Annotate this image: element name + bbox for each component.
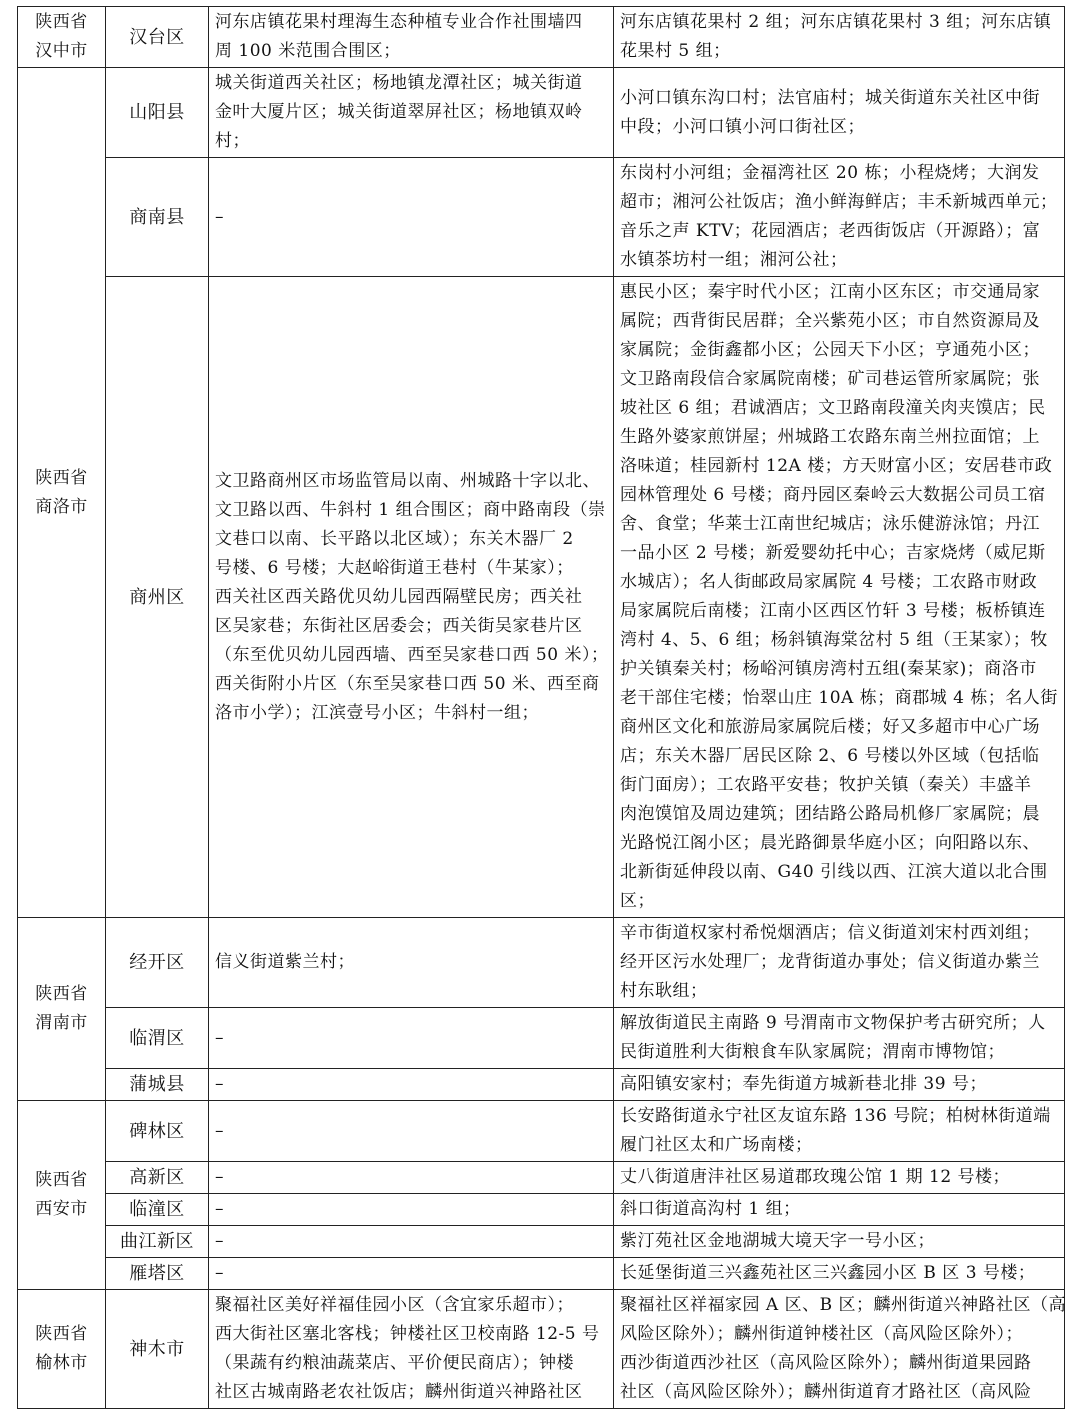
- cell-line: 音乐之声 KTV；花园酒店；老西街饭店（开源路）；富: [620, 221, 1041, 241]
- district-cell: 神木市: [106, 1290, 209, 1409]
- cell-line: 北新街延伸段以南、G40 引线以西、江滨大道以北合围: [620, 862, 1048, 882]
- district-cell: 碑林区: [106, 1101, 209, 1162]
- cell-line: 光路悦江阁小区；晨光路御景华庭小区；向阳路以东、: [620, 833, 1040, 853]
- district-cell: 雁塔区: [106, 1258, 209, 1290]
- mid-risk-cell: [614, 277, 1065, 918]
- district-cell: 商南县: [106, 158, 209, 277]
- mid-risk-cell: [614, 68, 1065, 158]
- cell-line: –: [215, 1074, 224, 1094]
- cell-line: 小河口镇东沟口村；法官庙村；城关街道东关社区中街: [620, 87, 1040, 108]
- cell-line: –: [215, 1199, 224, 1219]
- cell-line: 舍、食堂；华莱士江南世纪城店；泳乐健游泳馆；丹江: [620, 514, 1040, 534]
- mid-risk-cell: [614, 1008, 1065, 1069]
- cell-line: 聚福社区美好祥福佳园小区（含宜家乐超市）；: [215, 1295, 574, 1315]
- province-name: 陕西省: [35, 1170, 88, 1190]
- cell-line: （东至优贝幼儿园西墙、西至吴家巷口西 50 米）；: [215, 644, 609, 665]
- cell-line: 园林管理处 6 号楼；商丹园区秦岭云大数据公司员工宿: [620, 485, 1046, 505]
- cell-line: –: [215, 206, 224, 227]
- cell-line: 商州区文化和旅游局家属院后楼；好又多超市中心广场: [620, 717, 1040, 737]
- cell-line: 文卫路以西、牛斜村 1 组合围区；商中路南段（崇: [215, 499, 606, 520]
- cell-line: 城关街道西关社区；杨地镇龙潭社区；城关街道: [215, 73, 583, 93]
- district-cell: 山阳县: [106, 68, 209, 158]
- cell-line: 局家属院后南楼；江南小区西区竹轩 3 号楼；板桥镇连: [620, 601, 1046, 621]
- mid-risk-cell: [614, 1069, 1065, 1101]
- cell-line: 紫汀苑社区金地湖城大境天字一号小区；: [620, 1231, 935, 1251]
- cell-line: 文巷口以南、长平路以北区域）；东关木器厂 2: [215, 528, 574, 549]
- high-risk-cell: [209, 68, 614, 158]
- cell-line: 家属院；金街鑫都小区；公园天下小区；亨通苑小区；: [620, 340, 1040, 360]
- cell-line: 解放街道民主南路 9 号渭南市文物保护考古研究所；人: [620, 1013, 1046, 1033]
- province-city-cell: [18, 1101, 106, 1290]
- cell-line: 社区（高风险区除外）；麟州街道育才路社区（高风险: [620, 1382, 1032, 1402]
- city-name: 渭南市: [35, 1013, 88, 1033]
- cell-line: –: [215, 1027, 224, 1048]
- mid-risk-cell: [614, 158, 1065, 277]
- province-city-cell: [18, 918, 106, 1101]
- cell-line: 东岗村小河组；金福湾社区 20 栋；小程烧烤；大润发: [620, 163, 1040, 183]
- mid-risk-cell: [614, 1258, 1065, 1290]
- high-risk-cell: [209, 1101, 614, 1162]
- cell-line: 中段；小河口镇小河口街社区；: [620, 116, 865, 137]
- risk-area-table: [17, 6, 1065, 1409]
- high-risk-cell: [209, 1258, 614, 1290]
- cell-line: 金叶大厦片区；城关街道翠屏社区；杨地镇双岭: [215, 102, 583, 122]
- district-cell: 临潼区: [106, 1194, 209, 1226]
- cell-line: 社区古城南路老农社饭店；麟州街道兴神路社区: [215, 1382, 583, 1402]
- cell-line: 生路外婆家煎饼屋；州城路工农路东南兰州拉面馆；上: [620, 427, 1040, 447]
- table-row: [18, 1226, 1065, 1258]
- cell-line: 西关街附小片区（东至吴家巷口西 50 米、西至商: [215, 673, 600, 694]
- province-city-cell: [18, 7, 106, 68]
- table-row: [18, 1069, 1065, 1101]
- cell-line: 店；东关木器厂居民区除 2、6 号楼以外区域（包括临: [620, 746, 1040, 766]
- cell-line: 文卫路商州区市场监管局以南、州城路十字以北、: [215, 470, 600, 491]
- table-row: [18, 1290, 1065, 1409]
- table-row: [18, 158, 1065, 277]
- cell-line: 辛市街道权家村希悦烟酒店；信义街道刘宋村西刘组；: [620, 923, 1040, 943]
- high-risk-cell: [209, 1069, 614, 1101]
- cell-line: 水镇茶坊村一组；湘河公社；: [620, 250, 848, 270]
- province-city-cell: [18, 1290, 106, 1409]
- cell-line: 区；: [620, 891, 655, 911]
- cell-line: 聚福社区祥福家园 A 区、B 区；麟州街道兴神路社区（高: [620, 1295, 1066, 1315]
- table-row: [18, 1162, 1065, 1194]
- cell-line: 河东店镇花果村理海生态种植专业合作社围墙四: [215, 12, 583, 32]
- cell-line: 长安路街道永宁社区友谊东路 136 号院；柏树林街道端: [620, 1106, 1051, 1126]
- mid-risk-cell: [614, 1101, 1065, 1162]
- high-risk-cell: [209, 1008, 614, 1069]
- province-name: 陕西省: [35, 12, 88, 32]
- cell-line: 水城店）；名人街邮政局家属院 4 号楼；工农路市财政: [620, 572, 1038, 592]
- cell-line: 村东耿组；: [620, 981, 708, 1001]
- city-name: 西安市: [35, 1199, 88, 1219]
- cell-line: 湾村 4、5、6 组；杨斜镇海棠岔村 5 组（王某家）；牧: [620, 630, 1048, 650]
- mid-risk-cell: [614, 1290, 1065, 1409]
- cell-line: 长延堡街道三兴鑫苑社区三兴鑫园小区 B 区 3 号楼；: [620, 1263, 1036, 1283]
- cell-line: 信义街道紫兰村；: [215, 952, 355, 972]
- cell-line: 河东店镇花果村 2 组；河东店镇花果村 3 组；河东店镇: [620, 12, 1052, 32]
- cell-line: 花果村 5 组；: [620, 41, 731, 61]
- district-cell: 蒲城县: [106, 1069, 209, 1101]
- cell-line: –: [215, 1263, 224, 1283]
- table-row: [18, 1008, 1065, 1069]
- province-city-cell: [18, 68, 106, 918]
- cell-line: 属院；西背街民居群；全兴紫苑小区；市自然资源局及: [620, 311, 1040, 331]
- high-risk-cell: [209, 1162, 614, 1194]
- province-name: 陕西省: [35, 984, 88, 1004]
- mid-risk-cell: [614, 1226, 1065, 1258]
- high-risk-cell: [209, 158, 614, 277]
- city-name: 汉中市: [35, 41, 88, 61]
- city-name: 榆林市: [35, 1353, 88, 1373]
- cell-line: 西沙街道西沙社区（高风险区除外）；麟州街道果园路: [620, 1353, 1032, 1373]
- cell-line: 号楼、6 号楼；大赵峪街道王巷村（牛某家）；: [215, 557, 574, 578]
- province-name: 陕西省: [35, 467, 88, 488]
- cell-line: 惠民小区；秦宇时代小区；江南小区东区；市交通局家: [620, 282, 1040, 302]
- cell-line: –: [215, 1231, 224, 1251]
- high-risk-cell: [209, 918, 614, 1008]
- high-risk-cell: [209, 277, 614, 918]
- cell-line: 履门社区太和广场南楼；: [620, 1135, 813, 1155]
- district-cell: 经开区: [106, 918, 209, 1008]
- cell-line: 周 100 米范围合围区；: [215, 41, 401, 61]
- cell-line: 一品小区 2 号楼；新爱婴幼托中心；吉家烧烤（威尼斯: [620, 543, 1046, 563]
- table-row: [18, 277, 1065, 918]
- high-risk-cell: [209, 1226, 614, 1258]
- cell-line: 西大街社区塞北客栈；钟楼社区卫校南路 12-5 号: [215, 1324, 600, 1344]
- city-name: 商洛市: [35, 496, 88, 517]
- district-cell: 曲江新区: [106, 1226, 209, 1258]
- mid-risk-cell: [614, 1194, 1065, 1226]
- cell-line: 斜口街道高沟村 1 组；: [620, 1199, 801, 1219]
- mid-risk-cell: [614, 1162, 1065, 1194]
- cell-line: 西关社区西关路优贝幼儿园西隔壁民房；西关社: [215, 586, 583, 607]
- high-risk-cell: [209, 1290, 614, 1409]
- cell-line: 丈八街道唐沣社区易道郡玫瑰公馆 1 期 12 号楼；: [620, 1167, 1011, 1187]
- cell-line: –: [215, 1167, 224, 1187]
- cell-line: 护关镇秦关村；杨峪河镇房湾村五组(秦某家)；商洛市: [620, 659, 1037, 679]
- cell-line: 村；: [215, 131, 250, 151]
- cell-line: 文卫路南段信合家属院南楼；矿司巷运管所家属院；张: [620, 369, 1040, 389]
- mid-risk-cell: [614, 7, 1065, 68]
- province-name: 陕西省: [35, 1324, 88, 1344]
- district-cell: 临渭区: [106, 1008, 209, 1069]
- district-cell: 高新区: [106, 1162, 209, 1194]
- cell-line: 街门面房）；工农路平安巷；牧护关镇（秦关）丰盛羊: [620, 775, 1032, 795]
- cell-line: （果蔬有约粮油蔬菜店、平价便民商店）；钟楼: [215, 1353, 574, 1373]
- cell-line: 超市；湘河公社饭店；渔小鲜海鲜店；丰禾新城西单元；: [620, 192, 1058, 212]
- table-row: [18, 1258, 1065, 1290]
- cell-line: 老干部住宅楼；怡翠山庄 10A 栋；商郡城 4 栋；名人街: [620, 688, 1058, 708]
- district-cell: 商州区: [106, 277, 209, 918]
- cell-line: –: [215, 1120, 224, 1141]
- table-row: [18, 7, 1065, 68]
- cell-line: 经开区污水处理厂；龙背街道办事处；信义街道办紫兰: [620, 952, 1040, 972]
- cell-line: 洛味道；桂园新村 12A 楼；方天财富小区；安居巷市政: [620, 456, 1053, 476]
- cell-line: 肉泡馍馆及周边建筑；团结路公路局机修厂家属院；晨: [620, 804, 1040, 824]
- high-risk-cell: [209, 1194, 614, 1226]
- table-row: [18, 918, 1065, 1008]
- mid-risk-cell: [614, 918, 1065, 1008]
- table-row: [18, 68, 1065, 158]
- table-row: [18, 1194, 1065, 1226]
- cell-line: 区吴家巷；东街社区居委会；西关街吴家巷片区: [215, 615, 583, 636]
- table-row: [18, 1101, 1065, 1162]
- cell-line: 风险区除外）；麟州街道钟楼社区（高风险区除外）；: [620, 1324, 1023, 1344]
- cell-line: 坡社区 6 组；君诚酒店；文卫路南段潼关肉夹馍店；民: [620, 398, 1046, 418]
- cell-line: 高阳镇安家村；奉先街道方城新巷北排 39 号；: [620, 1074, 987, 1094]
- cell-line: 民街道胜利大街粮食车队家属院；渭南市博物馆；: [620, 1042, 1005, 1062]
- high-risk-cell: [209, 7, 614, 68]
- district-cell: 汉台区: [106, 7, 209, 68]
- cell-line: 洛市小学）；江滨壹号小区；牛斜村一组；: [215, 702, 539, 723]
